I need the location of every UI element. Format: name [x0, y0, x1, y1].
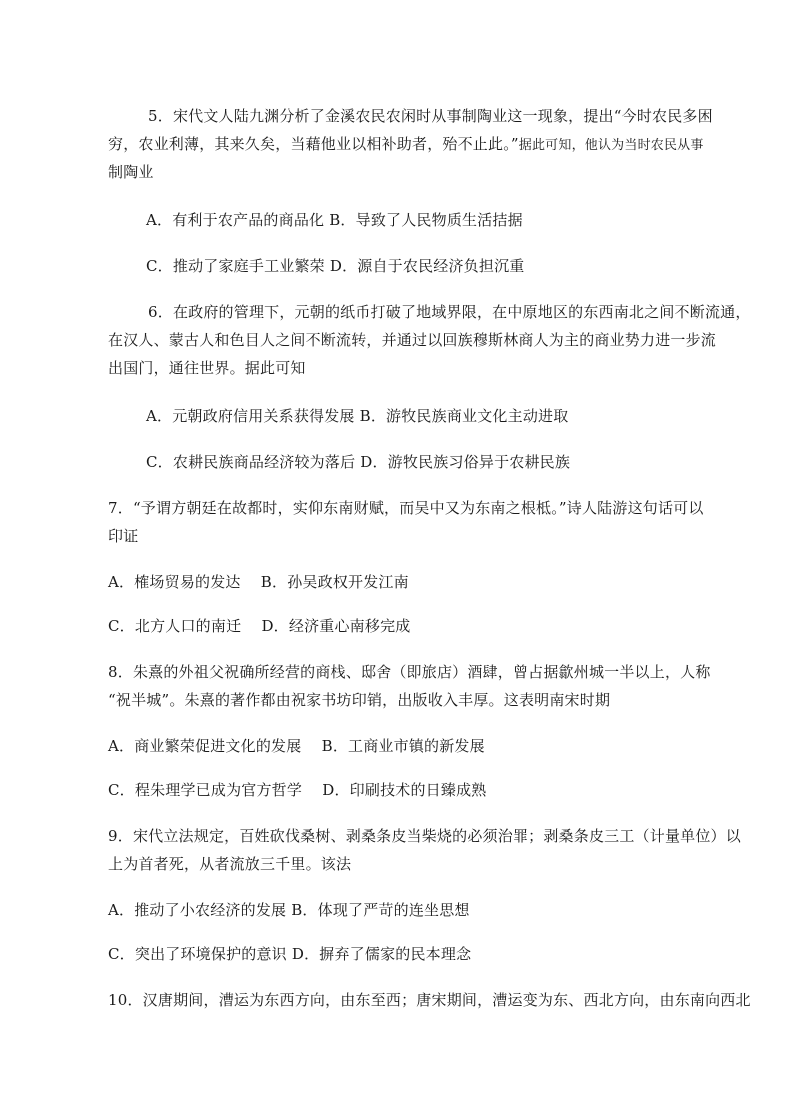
question-5-stem-line-3: 制陶业 — [108, 163, 154, 181]
question-5-stem-line-2-text: 穷，农业利薄，其来久矣，当藉他业以相补助者，殆不止此。” — [108, 135, 519, 153]
question-9-stem-line-1: 9．宋代立法规定，百姓砍伐桑树、剥桑条皮当柴烧的必须治罪；剥桑条皮三工（计量单位）以 — [108, 827, 741, 845]
question-8-stem-line-1: 8．朱熹的外祖父祝确所经营的商栈、邸舍（即旅店）酒肆，曾占据歙州城一半以上，人称 — [108, 663, 711, 681]
question-5-stem-line-1: 5．宋代文人陆九渊分析了金溪农民农闲时从事制陶业这一现象，提出“今时农民多困 — [148, 107, 713, 125]
question-6-stem-line-3: 出国门，通往世界。据此可知 — [108, 359, 306, 377]
question-5-stem-line-2-tail: 据此可知，他认为当时农民从事 — [518, 138, 704, 153]
question-6-stem-line-2: 在汉人、蒙古人和色目人之间不断流转，并通过以回族穆斯林商人为主的商业势力进一步流 — [108, 331, 717, 349]
question-7-stem-line-1: 7．“予谓方朝廷在故都时，实仰东南财赋，而吴中又为东南之根柢。”诗人陆游这句话可以 — [108, 499, 704, 517]
question-6-option-ab: A．元朝政府信用关系获得发展 B．游牧民族商业文化主动进取 — [146, 407, 569, 425]
question-9-option-ab: A．推动了小农经济的发展 B．体现了严苛的连坐思想 — [108, 901, 470, 919]
question-6-stem-line-1: 6．在政府的管理下，元朝的纸币打破了地域界限，在中原地区的东西南北之间不断流通， — [148, 303, 751, 321]
question-7-option-ab: A．榷场贸易的发达 B．孙吴政权开发江南 — [108, 573, 409, 591]
question-8-stem-line-2: “祝半城”。朱熹的著作都由祝家书坊印销，出版收入丰厚。这表明南宋时期 — [108, 691, 611, 709]
question-5-option-cd: C．推动了家庭手工业繁荣 D．源自于农民经济负担沉重 — [146, 257, 525, 275]
question-9-stem-line-2: 上为首者死，从者流放三千里。该法 — [108, 855, 352, 873]
question-10-stem-line-1: 10．汉唐期间，漕运为东西方向，由东至西；唐宋期间，漕运变为东、西北方向，由东南向西北 — [108, 991, 751, 1009]
question-7-option-cd: C．北方人口的南迁 D．经济重心南移完成 — [108, 617, 411, 635]
question-7-stem-line-2: 印证 — [108, 527, 139, 545]
question-8-option-ab: A．商业繁荣促进文化的发展 B．工商业市镇的新发展 — [108, 737, 485, 755]
question-5-option-ab: A．有利于农产品的商品化 B．导致了人民物质生活拮据 — [146, 211, 523, 229]
question-5-stem-line-2 — [108, 134, 704, 156]
question-8-option-cd: C．程朱理学已成为官方哲学 D．印刷技术的日臻成熟 — [108, 781, 487, 799]
question-9-option-cd: C．突出了环境保护的意识 D．摒弃了儒家的民本理念 — [108, 945, 472, 963]
question-6-option-cd: C．农耕民族商品经济较为落后 D．游牧民族习俗异于农耕民族 — [146, 453, 571, 471]
